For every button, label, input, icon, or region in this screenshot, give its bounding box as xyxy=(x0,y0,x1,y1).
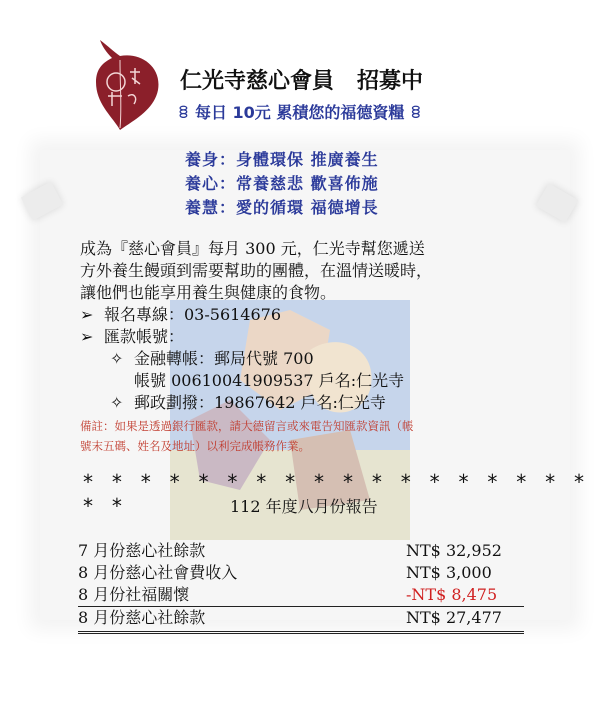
intro-line-2: 方外養生饅頭到需要幫助的團體，在溫情送暖時， xyxy=(80,261,433,280)
table-row xyxy=(78,562,524,584)
row-label: 7 月份慈心社餘款 xyxy=(78,541,206,560)
row-amount: NT$ 27,477 xyxy=(406,608,502,627)
bank-account-text: 帳號 00610041909537 戶名:仁光寺 xyxy=(134,371,405,390)
report-title: 112 年度八月份報告 xyxy=(230,497,378,516)
ornament-right-icon: ꊞ xyxy=(410,106,422,122)
row-amount: NT$ 32,952 xyxy=(406,541,502,560)
motto-body: 養身：身體環保 推廣養生 xyxy=(185,150,379,169)
report-table xyxy=(78,540,524,634)
intro-line-3: 讓他們也能享用養生與健康的食物。 xyxy=(80,283,337,302)
intro-line-1: 成為『慈心會員』每月 300 元，仁光寺幫您遞送 xyxy=(80,239,425,258)
postal-transfer-text: 郵政劃撥：19867642 戶名:仁光寺 xyxy=(134,393,386,412)
row-label: 8 月份社福關懷 xyxy=(78,585,190,604)
motto-wisdom: 養慧：愛的循環 福德增長 xyxy=(185,198,379,217)
table-row xyxy=(78,584,524,606)
postal-transfer-item xyxy=(110,392,540,414)
row-label: 8 月份慈心社餘款 xyxy=(78,608,206,627)
page-title: 仁光寺慈心會員 招募中 xyxy=(180,69,423,94)
motto-list xyxy=(185,148,379,220)
arrow-bullet-icon: ➢ xyxy=(80,305,94,324)
remark-line-2: 號末五碼、姓名及地址）以利完成帳務作業。 xyxy=(80,439,310,453)
arrow-bullet-icon: ➢ xyxy=(80,327,94,346)
subtitle xyxy=(172,100,427,123)
table-row xyxy=(78,540,524,562)
diamond-bullet-icon: ✧ xyxy=(110,349,124,368)
remark-line-1: 備註：如果是透過銀行匯款，請大德留言或來電告知匯款資訊（帳 xyxy=(80,419,414,433)
remark-note xyxy=(80,416,540,456)
diamond-bullet-icon: ✧ xyxy=(110,393,124,412)
row-amount: NT$ 3,000 xyxy=(406,563,492,582)
star-divider: * * * * * * * * * * * * * * * * * * * * xyxy=(82,470,588,518)
row-amount-negative: -NT$ 8,475 xyxy=(406,585,498,604)
remit-text: 匯款帳號： xyxy=(104,327,185,346)
ornament-left-icon: ꊞ xyxy=(178,106,189,122)
motto-mind: 養心：常養慈悲 歡喜佈施 xyxy=(185,174,379,193)
bank-transfer-text: 金融轉帳：郵局代號 700 xyxy=(134,349,314,368)
bank-transfer-item xyxy=(110,348,540,370)
registration-item xyxy=(80,304,540,326)
table-row-total xyxy=(78,606,524,629)
row-label: 8 月份慈心社會費收入 xyxy=(78,563,238,582)
subtitle-text: 每日 10元 累積您的福德資糧 xyxy=(194,103,405,122)
registration-text: 報名專線：03-5614676 xyxy=(104,305,282,324)
body-text xyxy=(80,238,540,456)
total-underline xyxy=(78,629,524,634)
remit-item xyxy=(80,326,540,348)
bodhi-leaf-logo xyxy=(90,38,164,130)
